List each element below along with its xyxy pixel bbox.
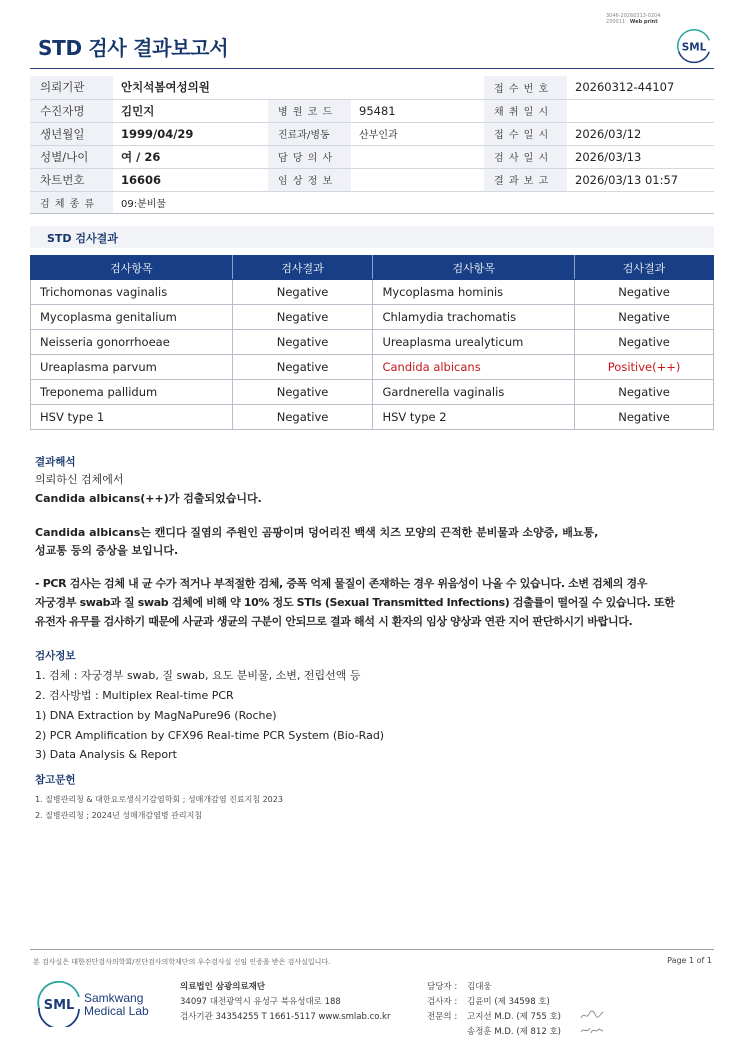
doctor-label: 담 당 의 사 <box>268 145 351 168</box>
interpretation-line: 의뢰하신 검체에서 <box>35 473 124 486</box>
interpretation-description-2: 성교통 등의 증상을 보입니다. <box>35 544 179 557</box>
title-divider <box>30 68 714 69</box>
receipt-date-label: 접 수 일 시 <box>484 122 567 145</box>
logo-name-line1: Samkwang <box>84 991 144 1005</box>
test-result: Negative <box>575 405 714 430</box>
test-item: Mycoplasma hominis <box>373 280 575 305</box>
page-title: STD 검사 결과보고서 <box>38 36 229 60</box>
test-info-line: 2) PCR Amplification by CFX96 Real-time PCR System (Bio-Rad) <box>35 729 385 742</box>
birth-date-label: 생년월일 <box>30 122 113 145</box>
test-result: Negative <box>575 280 714 305</box>
test-info-title: 검사정보 <box>35 650 76 662</box>
certification-note: 본 검사실은 대한진단검사의학회/진단검사의학재단의 우수검사실 신임 인증을 받은 검사실입니다. <box>33 958 331 966</box>
test-item: Trichomonas vaginalis <box>31 280 233 305</box>
test-result: Negative <box>232 330 373 355</box>
hospital-code-value: 95481 <box>351 99 484 122</box>
document-code-line2: 230011 <box>606 19 626 25</box>
test-result: Negative <box>575 380 714 405</box>
test-info-line: 1. 검체 : 자궁경부 swab, 질 swab, 요도 분비물, 소변, 전립선액 등 <box>35 669 361 682</box>
chart-no-label: 차트번호 <box>30 168 113 191</box>
signature-icon <box>580 1024 604 1038</box>
reference-item: 2. 질병관리청 ; 2024년 성매개감염병 관리지침 <box>35 811 203 820</box>
test-date-value: 2026/03/13 <box>567 145 714 168</box>
col-header-item-2: 검사항목 <box>373 256 575 280</box>
footer-logo <box>36 981 161 1027</box>
requesting-org-label: 의뢰기관 <box>30 76 113 99</box>
staff-label: 전문의 : <box>427 1012 458 1022</box>
staff-value: 김대웅 <box>467 982 492 992</box>
collect-date-label: 채 취 일 시 <box>484 99 567 122</box>
receipt-date-value: 2026/03/12 <box>567 122 714 145</box>
test-info-line: 3) Data Analysis & Report <box>35 748 177 761</box>
document-code-line1: 3046-20260313-0204 <box>606 13 661 19</box>
receipt-no-label: 접 수 번 호 <box>484 76 567 99</box>
test-item: Treponema pallidum <box>31 380 233 405</box>
staff-value: 고지선 M.D. (제 755 호) <box>467 1012 562 1022</box>
pcr-note-2: 자궁경부 swab과 질 swab 검체에 비해 약 10% 정도 STIs (Sexual Transmitted Infections) 검출률이 떨어질 수 있습니다. 또한 <box>35 596 675 609</box>
test-item: HSV type 2 <box>373 405 575 430</box>
web-print-label: Web print <box>629 19 658 25</box>
department-label: 진료과/병동 <box>268 122 351 145</box>
specimen-type-label: 검 체 종 류 <box>30 191 113 213</box>
pcr-note-1: - PCR 검사는 검체 내 균 수가 적거나 부적절한 검체, 증폭 억제 물질이 존재하는 경우 위음성이 나올 수 있습니다. 소변 검체의 경우 <box>35 577 648 590</box>
test-result-positive: Positive(++) <box>575 355 714 380</box>
hospital-code-label: 병 원 코 드 <box>268 99 351 122</box>
results-section-title: STD 검사결과 <box>47 232 118 245</box>
department-value: 산부인과 <box>351 122 484 145</box>
table-row <box>31 305 714 330</box>
test-item: Chlamydia trachomatis <box>373 305 575 330</box>
interpretation-title: 결과해석 <box>35 456 76 468</box>
collect-date-value <box>567 99 714 122</box>
organization-contact: 검사기관 34354255 T 1661-5117 www.smlab.co.kr <box>180 1012 391 1022</box>
interpretation-description-1: Candida albicans는 캔디다 질염의 주원인 곰팡이며 덩어리진 백색 치즈 모양의 끈적한 분비물과 소양증, 배뇨통, <box>35 526 599 539</box>
test-result: Negative <box>575 305 714 330</box>
references-title: 참고문헌 <box>35 774 76 786</box>
organization-info <box>180 980 390 1025</box>
staff-label <box>427 1025 467 1040</box>
test-item: Ureaplasma parvum <box>31 355 233 380</box>
sex-age-value: 여 / 26 <box>113 145 268 168</box>
results-section-bar <box>30 226 714 248</box>
staff-label: 검사자 : <box>427 997 458 1007</box>
staff-value: 송정훈 M.D. (제 812 호) <box>467 1027 562 1037</box>
test-result: Negative <box>232 380 373 405</box>
test-result: Negative <box>232 405 373 430</box>
sml-logo-icon <box>675 27 713 65</box>
logo-name-line2: Medical Lab <box>84 1004 149 1018</box>
col-header-item-1: 검사항목 <box>31 256 233 280</box>
receipt-no-value: 20260312-44107 <box>567 76 714 99</box>
staff-label: 담당자 : <box>427 982 458 992</box>
interpretation-finding: Candida albicans(++)가 검출되었습니다. <box>35 492 262 505</box>
requesting-org-value: 안치석봄여성의원 <box>113 76 484 99</box>
clinical-info-label: 임 상 정 보 <box>268 168 351 191</box>
reference-item: 1. 질병관리청 & 대한요로생식기감염학회 ; 성매개감염 진료지침 2023 <box>35 795 283 804</box>
test-item: Neisseria gonorrhoeae <box>31 330 233 355</box>
footer-divider <box>30 949 714 950</box>
signature-icon <box>580 1009 604 1023</box>
test-item: Mycoplasma genitalium <box>31 305 233 330</box>
table-row <box>31 405 714 430</box>
staff-value: 김윤미 (제 34598 호) <box>467 997 550 1007</box>
results-table <box>30 255 714 430</box>
patient-name-label: 수진자명 <box>30 99 113 122</box>
table-row <box>31 380 714 405</box>
report-date-label: 결 과 보 고 <box>484 168 567 191</box>
test-result: Negative <box>232 355 373 380</box>
test-result: Negative <box>232 305 373 330</box>
document-code <box>606 13 661 25</box>
staff-info <box>427 980 561 1040</box>
birth-date-value: 1999/04/29 <box>113 122 268 145</box>
patient-name-value: 김민지 <box>113 99 268 122</box>
clinical-info-value <box>351 168 484 191</box>
doctor-value <box>351 145 484 168</box>
test-date-label: 검 사 일 시 <box>484 145 567 168</box>
table-row <box>31 330 714 355</box>
test-item-positive: Candida albicans <box>373 355 575 380</box>
table-row <box>31 280 714 305</box>
test-info-line: 2. 검사방법 : Multiplex Real-time PCR <box>35 689 234 702</box>
svg-text:SML: SML <box>681 41 707 54</box>
test-info-line: 1) DNA Extraction by MagNaPure96 (Roche) <box>35 709 277 722</box>
test-result: Negative <box>575 330 714 355</box>
col-header-result-1: 검사결과 <box>232 256 373 280</box>
specimen-type-value: 09:분비물 <box>113 191 714 213</box>
svg-text:SML: SML <box>43 998 75 1013</box>
test-item: Ureaplasma urealyticum <box>373 330 575 355</box>
col-header-result-2: 검사결과 <box>575 256 714 280</box>
patient-info-table <box>30 76 714 214</box>
sex-age-label: 성별/나이 <box>30 145 113 168</box>
test-result: Negative <box>232 280 373 305</box>
pcr-note-3: 유전자 유무를 검사하기 때문에 사균과 생균의 구분이 안되므로 결과 해석 시 환자의 임상 양상과 연관 지어 판단하시기 바랍니다. <box>35 615 633 628</box>
organization-address: 34097 대전광역시 유성구 북유성대로 188 <box>180 997 341 1007</box>
sml-mark-icon <box>36 981 82 1027</box>
test-item: HSV type 1 <box>31 405 233 430</box>
report-date-value: 2026/03/13 01:57 <box>567 168 714 191</box>
organization-name: 의료법인 삼광의료재단 <box>180 982 266 992</box>
table-row <box>31 355 714 380</box>
chart-no-value: 16606 <box>113 168 268 191</box>
test-item: Gardnerella vaginalis <box>373 380 575 405</box>
page-number: Page 1 of 1 <box>667 956 712 965</box>
